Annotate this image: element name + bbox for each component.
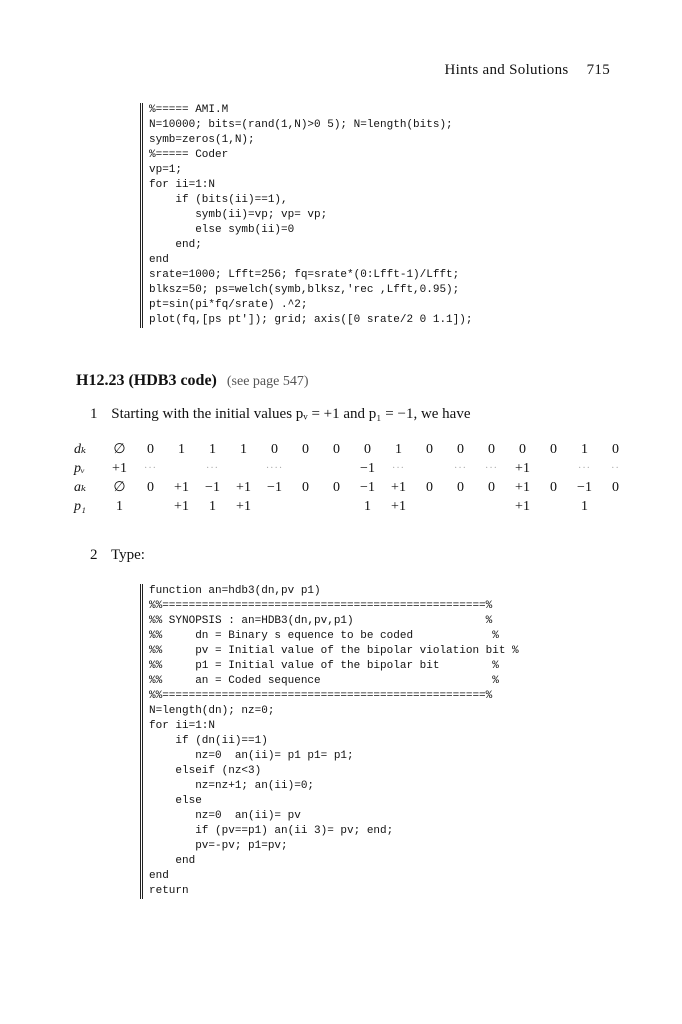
table-cell: +1 [515,498,530,514]
table-cell [228,459,259,478]
row-label: aₖ [74,480,87,495]
table-cell: 1 [581,441,588,457]
code-line: pt=sin(pi*fq/srate) .^2; [149,299,308,311]
table-cell: 0 [550,479,557,495]
table-cell [290,497,321,516]
table-cell: −1 [360,479,375,495]
table-cell [321,497,352,516]
table-cell: 0 [550,441,557,457]
code-line: nz=0 an(ii)= pv [149,810,301,822]
table-cell: 0 [488,441,495,457]
table-cell: +1 [236,479,251,495]
table-cell: 1 [240,441,247,457]
table-cell [135,497,166,516]
code-line: for ii=1:N [149,179,216,191]
table-cell: +1 [112,460,127,476]
code-line: %===== AMI.M [149,104,229,116]
code-line: %% pv = Initial value of the bipolar violation bit % [149,645,519,657]
code-line: elseif (nz<3) [149,765,262,777]
row-label: p₁ [74,498,86,514]
table-cell: 0 [302,479,309,495]
table-cell [445,497,476,516]
code-line: %% p1 = Initial value of the bipolar bit % [149,660,499,672]
table-cell: 0 [147,441,154,457]
table-cell: 0 [612,479,619,495]
table-cell: 1 [364,498,371,514]
section-page-reference: (see page 547) [226,374,309,389]
item-number: 1 [90,406,98,422]
code-line: else symb(ii)=0 [149,224,295,236]
table-cell: 1 [116,498,123,514]
code-line: %%=================================================% [149,690,493,702]
table-row [74,440,631,459]
code-block-ami [140,103,549,328]
table-cell: +1 [515,460,530,476]
table-cell: +1 [515,479,530,495]
table-cell: ··· [578,463,591,474]
code-line: if (dn(ii)==1) [149,735,268,747]
code-line: end [149,870,169,882]
table-cell: +1 [391,498,406,514]
row-label: pᵥ [74,460,85,476]
code-line: nz=nz+1; an(ii)=0; [149,780,315,792]
code-line: %% SYNOPSIS : an=HDB3(dn,pv,p1) % [149,615,493,627]
code-line: symb=zeros(1,N); [149,134,255,146]
table-row [74,478,631,497]
table-cell [259,497,290,516]
code-line: return [149,885,189,897]
page-number: 715 [586,62,610,78]
table-cell: −1 [360,460,375,476]
table-cell: ∅ [113,442,126,457]
table-cell: +1 [174,479,189,495]
code-line: %%=================================================% [149,600,493,612]
row-label: dₖ [74,442,87,457]
table-cell: ∅ [113,480,126,495]
code-line: end [149,254,169,266]
paragraph-text: Starting with the initial values pᵥ = +1 and p₁ = −1, we have [111,406,471,422]
table-cell [600,497,631,516]
code-line: plot(fq,[ps pt']); grid; axis([0 srate/2 0 1.1]); [149,314,473,326]
code-line: N=10000; bits=(rand(1,N)>0 5); N=length(bits); [149,119,453,131]
table-cell [166,459,197,478]
table-cell: +1 [174,498,189,514]
table-row [74,497,631,516]
table-cell: 0 [457,441,464,457]
table-cell [414,497,445,516]
table-cell: ··· [144,463,157,474]
code-line: symb(ii)=vp; vp= vp; [149,209,328,221]
table-cell: 1 [209,498,216,514]
item-number: 2 [90,547,98,563]
table-cell: 0 [426,441,433,457]
code-line: end [149,855,196,867]
code-line: if (bits(ii)==1), [149,194,288,206]
page-header [430,62,610,79]
table-cell: −1 [577,479,592,495]
code-line: blksz=50; ps=welch(symb,blksz,'rec ,Lfft,0.95); [149,284,460,296]
table-cell: ···· [265,463,284,474]
running-title: Hints and Solutions [444,62,569,78]
table-cell: 0 [364,441,371,457]
table-cell: 0 [271,441,278,457]
code-line: for ii=1:N [149,720,216,732]
table-cell: ··· [485,463,498,474]
hdb3-sequence-table [74,440,631,516]
table-cell [414,459,445,478]
table-cell: 1 [209,441,216,457]
code-line: else [149,795,202,807]
section-heading [76,372,309,390]
table-cell [476,497,507,516]
section-title: H12.23 (HDB3 code) [76,372,217,389]
table-cell: 0 [519,441,526,457]
table-cell: ··· [206,463,219,474]
code-line: %===== Coder [149,149,229,161]
table-cell [290,459,321,478]
table-cell [538,497,569,516]
table-cell: +1 [236,498,251,514]
table-cell: −1 [205,479,220,495]
code-line: %% an = Coded sequence % [149,675,499,687]
table-cell: ··· [392,463,405,474]
paragraph-text: Type: [110,547,145,563]
table-cell [538,459,569,478]
code-line: N=length(dn); nz=0; [149,705,275,717]
code-line: pv=-pv; p1=pv; [149,840,288,852]
table-cell: −1 [267,479,282,495]
table-cell: 0 [488,479,495,495]
paragraph-2 [90,547,145,564]
table-cell: +1 [391,479,406,495]
table-cell: 0 [333,479,340,495]
table-cell: 0 [426,479,433,495]
code-line: srate=1000; Lfft=256; fq=srate*(0:Lfft-1)/Lfft; [149,269,460,281]
code-line: %% dn = Binary s equence to be coded % [149,630,499,642]
table-cell: 1 [395,441,402,457]
table-cell: 1 [178,441,185,457]
code-line: nz=0 an(ii)= p1 p1= p1; [149,750,354,762]
table-cell: 0 [457,479,464,495]
code-line: if (pv==p1) an(ii 3)= pv; end; [149,825,394,837]
table-cell: ·· [611,463,620,474]
table-cell: 0 [302,441,309,457]
table-cell: 0 [147,479,154,495]
paragraph-1 [90,406,471,423]
table-cell: ··· [454,463,467,474]
code-line: function an=hdb3(dn,pv p1) [149,585,321,597]
table-cell: 0 [333,441,340,457]
table-cell: 0 [612,441,619,457]
table-cell [321,459,352,478]
table-cell: 1 [581,498,588,514]
code-block-hdb3 [140,584,579,899]
code-line: vp=1; [149,164,183,176]
code-line: end; [149,239,202,251]
table-row [74,459,631,478]
